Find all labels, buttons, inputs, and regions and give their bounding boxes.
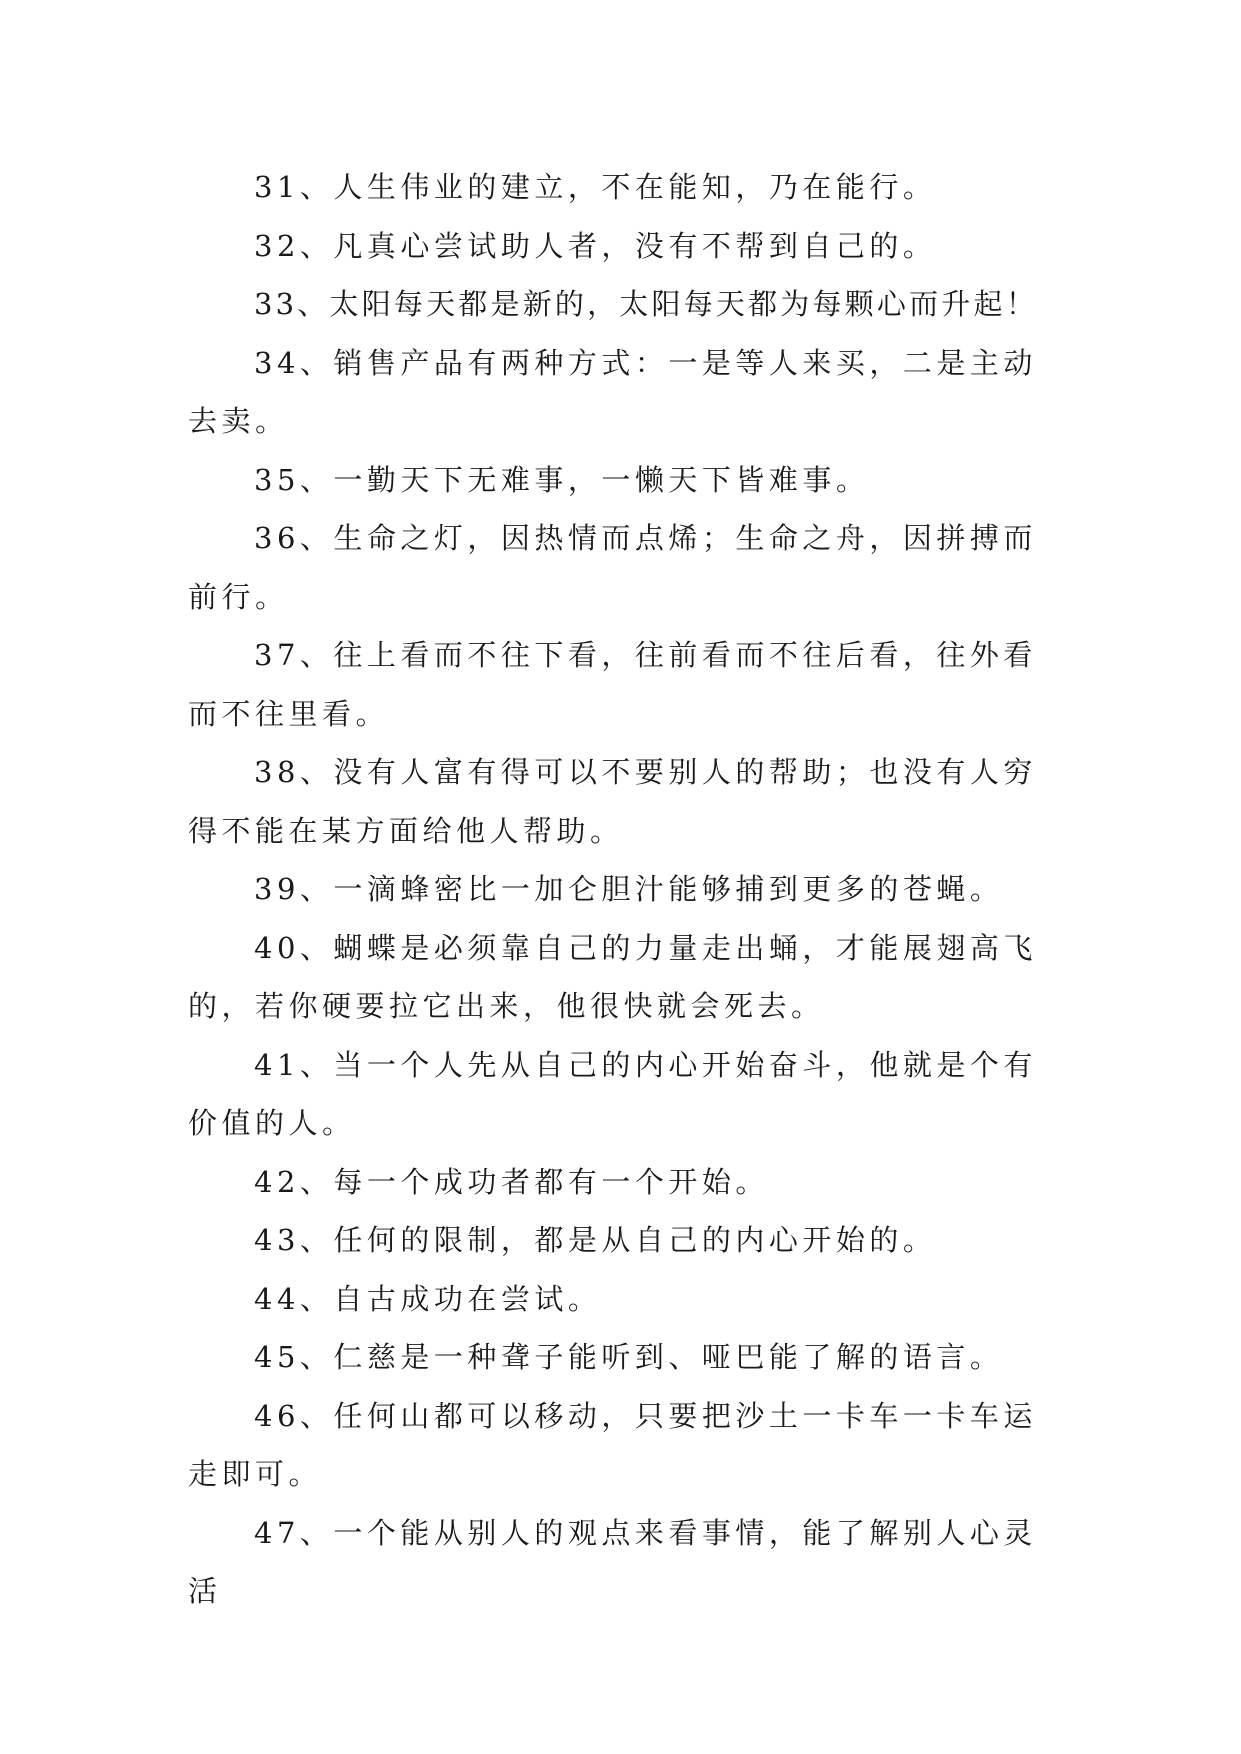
paragraph-38: 38、没有人富有得可以不要别人的帮助；也没有人穷得不能在某方面给他人帮助。 [188, 755, 1037, 848]
paragraph-40: 40、蝴蝶是必须靠自己的力量走出蛹，才能展翅高飞的，若你硬要拉它出来，他很快就会死去。 [188, 930, 1037, 1023]
paragraph-41: 41、当一个人先从自己的内心开始奋斗，他就是个有价值的人。 [188, 1047, 1037, 1140]
paragraph-39: 39、一滴蜂密比一加仑胆汁能够捕到更多的苍蝇。 [254, 872, 1004, 906]
paragraph-37: 37、往上看而不往下看，往前看而不往后看，往外看而不往里看。 [188, 638, 1037, 731]
paragraph-47: 47、一个能从别人的观点来看事情，能了解别人心灵活 [188, 1515, 1037, 1608]
paragraph-44: 44、自古成功在尝试。 [254, 1281, 602, 1316]
paragraph-42: 42、每一个成功者都有一个开始。 [254, 1164, 769, 1199]
paragraph-43: 43、任何的限制，都是从自己的内心开始的。 [254, 1223, 937, 1257]
paragraph-32: 32、凡真心尝试助人者，没有不帮到自己的。 [254, 228, 937, 263]
paragraph-36: 36、生命之灯，因热情而点烯；生命之舟，因拼搏而前行。 [188, 521, 1037, 614]
document-body [188, 158, 1048, 1621]
paragraph-45: 45、仁慈是一种聋子能听到、哑巴能了解的语言。 [254, 1340, 1004, 1374]
paragraph-33: 33、太阳每天都是新的，太阳每天都为每颗心而升起！ [254, 287, 1038, 321]
paragraph-35: 35、一勤天下无难事，一懒天下皆难事。 [254, 462, 870, 497]
paragraph-31: 31、人生伟业的建立，不在能知，乃在能行。 [254, 170, 937, 204]
paragraph-34: 34、销售产品有两种方式：一是等人来买，二是主动去卖。 [188, 345, 1037, 438]
paragraph-46: 46、任何山都可以移动，只要把沙土一卡车一卡车运走即可。 [188, 1398, 1037, 1491]
